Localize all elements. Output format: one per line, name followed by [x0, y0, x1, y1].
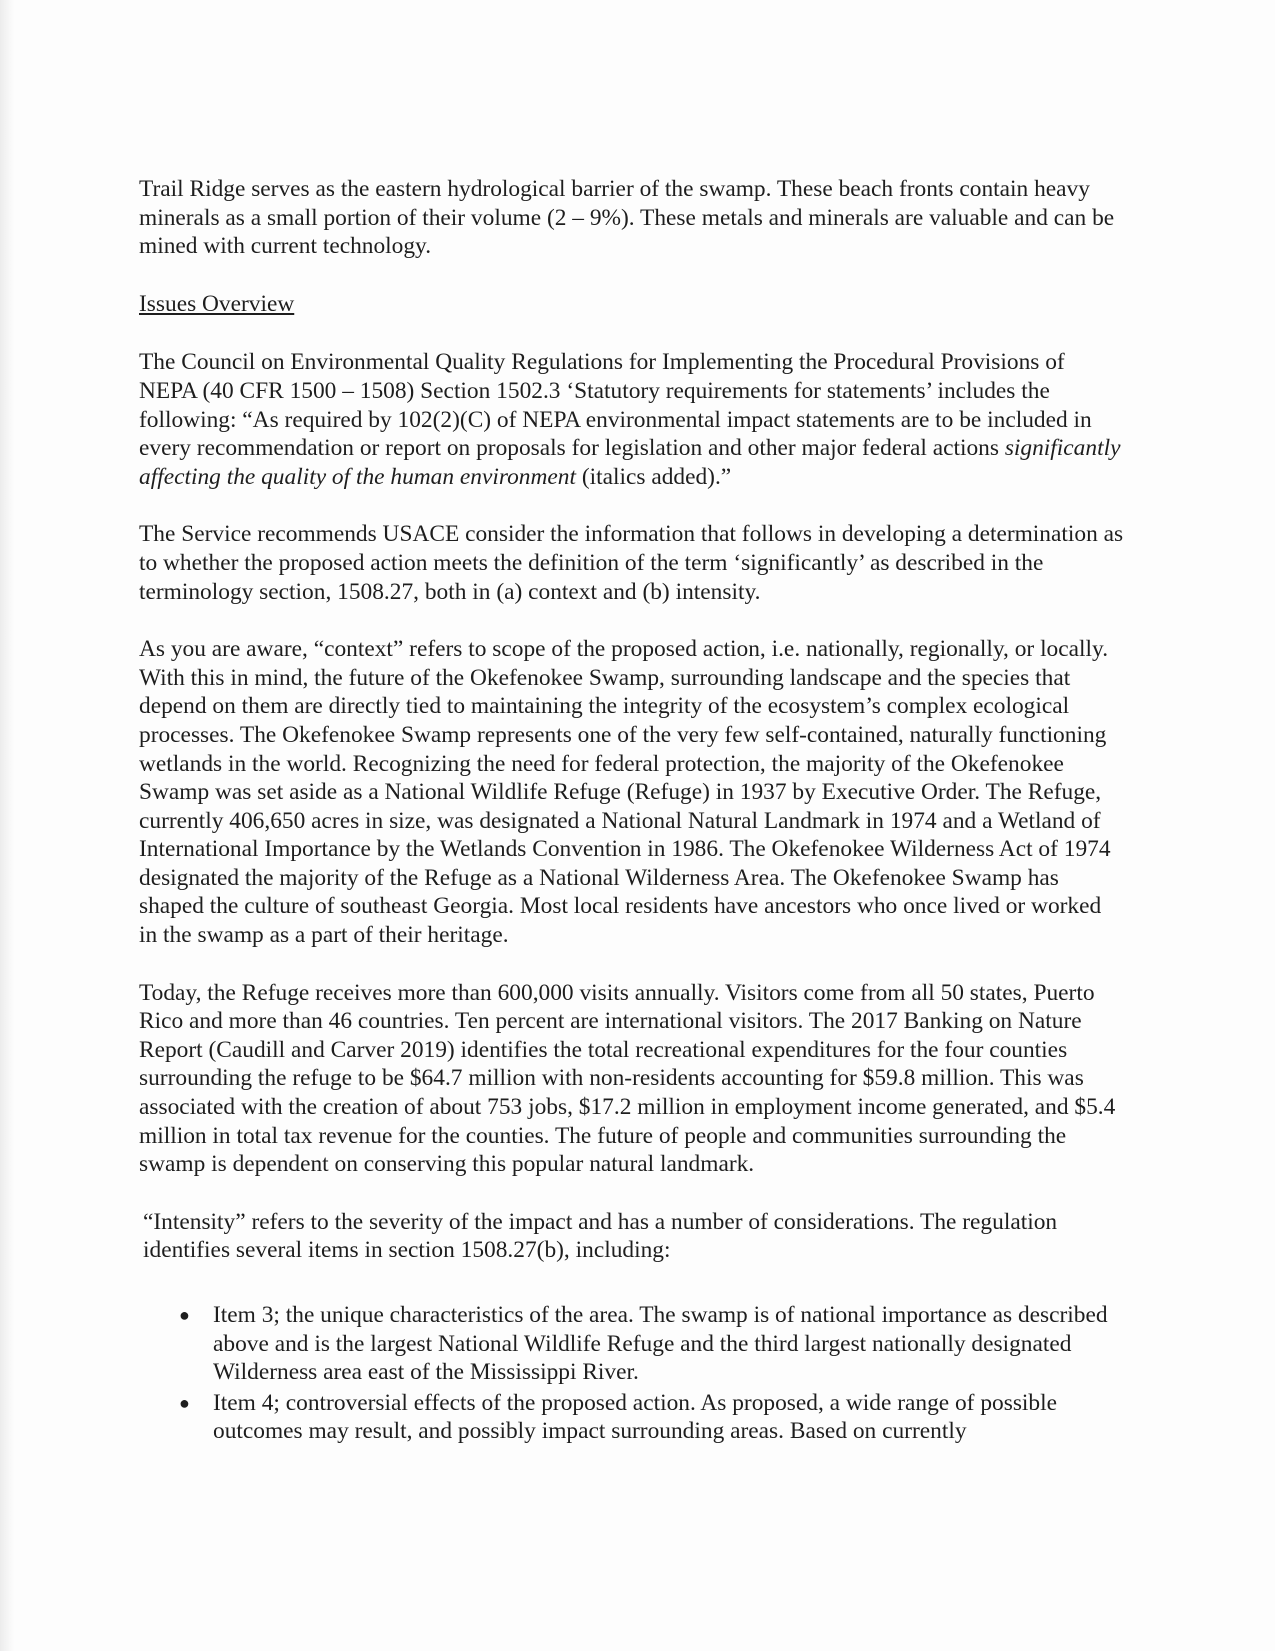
paragraph-ceq-regulations	[139, 348, 1124, 491]
paragraph-visits: Today, the Refuge receives more than 600,000 visits annually. Visitors come from all 50 states, Puerto Rico and more than 46 countries. Ten percent are international visitors. The 2017 Banking on Nature Report (Caudill and Carver 2019) identifies the total recreational expenditures for the four counties surrounding the refuge to be $64.7 million with non-residents accounting for $59.8 million. This was associated with the creation of about 753 jobs, $17.2 million in employment income generated, and $5.4 million in total tax revenue for the counties. The future of people and communities surrounding the swamp is dependent on conserving this popular natural landmark.	[139, 979, 1116, 1178]
list-item-text: Item 4; controversial effects of the proposed action. As proposed, a wide range of possible outcomes may result, and possibly impact surrounding areas. Based on currently	[213, 1389, 1057, 1445]
paragraph-intensity: “Intensity” refers to the severity of the impact and has a number of considerations. The regulation identifies several items in section 1508.27(b), including:	[143, 1208, 1058, 1264]
paragraph-ceq-text: The Council on Environmental Quality Regulations for Implementing the Procedural Provisions of NEPA (40 CFR 1500 – 1508) Section 1502.3 ‘Statutory requirements for statements’ includes the following: “As required by 102(2)(C) of NEPA environmental impact statements are to be included in every recommendation or report on proposals for legislation and other major federal actions	[139, 349, 1092, 462]
scan-shadow-edge	[0, 0, 14, 1651]
intensity-items-list	[139, 1301, 1124, 1446]
document-body	[139, 175, 1124, 1448]
bullet-icon: ●	[179, 1305, 190, 1325]
bullet-icon: ●	[179, 1392, 190, 1413]
paragraph-service-recommendation: The Service recommends USACE consider the information that follows in developing a determination as to whether the proposed action meets the definition of the term ‘significantly’ as described in the terminology section, 1508.27, both in (a) context and (b) intensity.	[139, 521, 1124, 605]
section-heading-issues-overview: Issues Overview	[139, 290, 295, 317]
paragraph-context: As you are aware, “context” refers to scope of the proposed action, i.e. nationally, regionally, or locally. With this in mind, the future of the Okefenokee Swamp, surrounding landscape and the species that depend on them are directly tied to maintaining the integrity of the ecosystem’s complex ecological processes. The Okefenokee Swamp represents one of the very few self-contained, naturally functioning wetlands in the world. Recognizing the need for federal protection, the majority of the Okefenokee Swamp was set aside as a National Wildlife Refuge (Refuge) in 1937 by Executive Order. The Refuge, currently 406,650 acres in size, was designated a National Natural Landmark in 1974 and a Wetland of International Importance by the Wetlands Convention in 1986. The Okefenokee Wilderness Act of 1974 designated the majority of the Refuge as a National Wilderness Area. The Okefenokee Swamp has shaped the culture of southeast Georgia. Most local residents have ancestors who once lived or worked in the swamp as a part of their heritage.	[139, 636, 1111, 949]
paragraph-trail-ridge: Trail Ridge serves as the eastern hydrological barrier of the swamp. These beach fronts contain heavy minerals as a small portion of their volume (2 – 9%). These metals and minerals are valuable and can be mined with current technology.	[139, 176, 1115, 260]
list-item	[139, 1389, 1124, 1446]
list-item	[139, 1301, 1124, 1387]
paragraph-ceq-text-end: (italics added).”	[575, 463, 732, 490]
list-item-text: Item 3; the unique characteristics of the area. The swamp is of national importance as described above and is the largest National Wildlife Refuge and the third largest nationally designated Wilderness area east of the Mississippi River.	[213, 1302, 1108, 1386]
italic-quote: significantly affecting the quality of the human environment	[139, 435, 1121, 490]
